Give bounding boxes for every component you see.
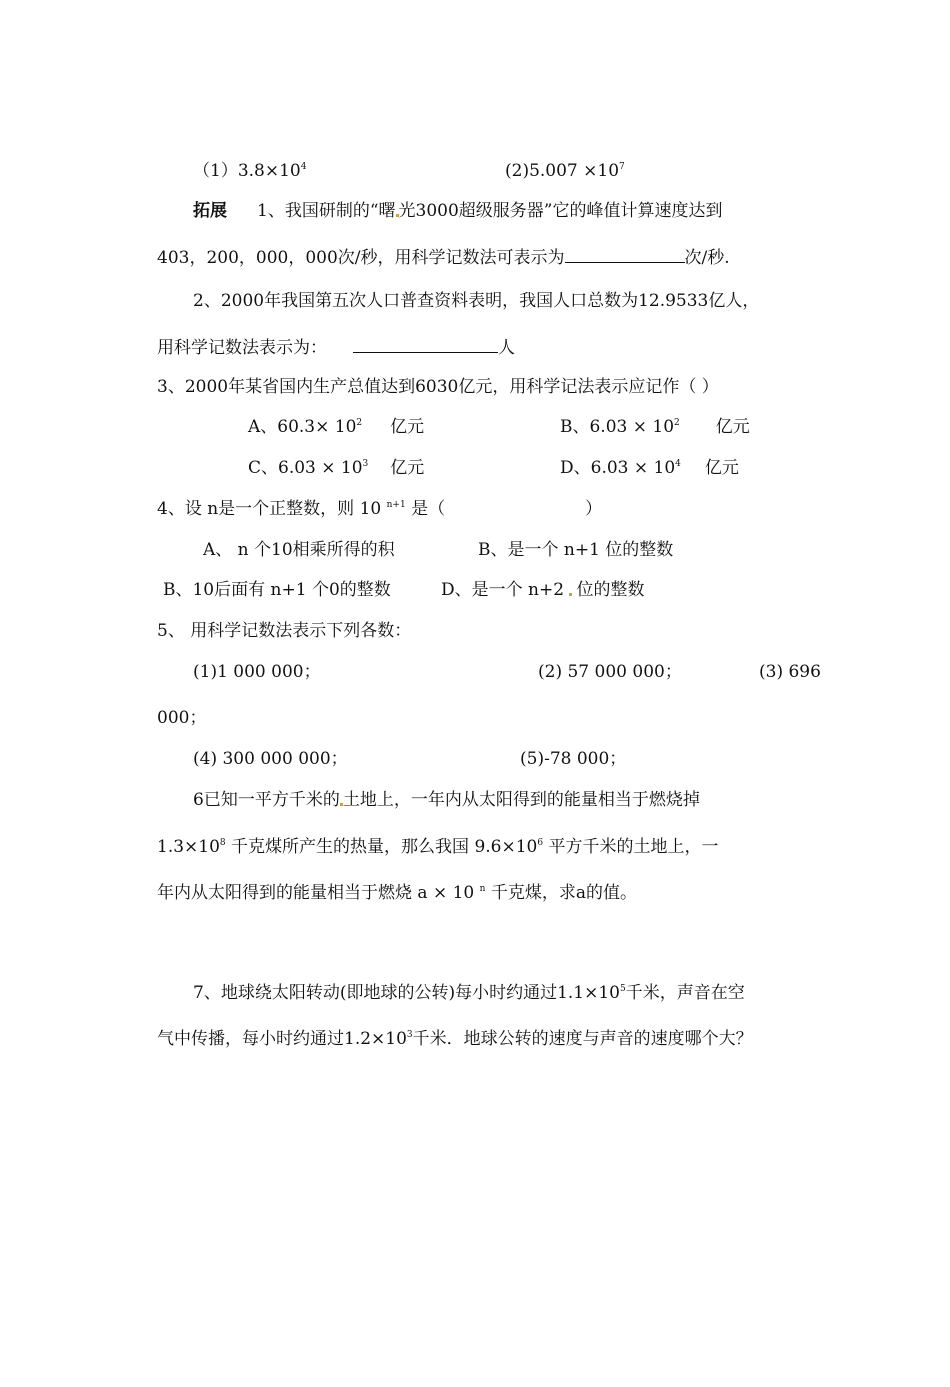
answer-2-exp: 7 [619, 162, 625, 172]
q5-item-5: (5)-78 000； [520, 749, 627, 769]
q4-stem-text-b: 是（ [405, 499, 446, 519]
ext-q1-unit: 次/秒. [684, 248, 730, 268]
q7-line1-text-b: 千米，声音在空 [625, 983, 745, 1003]
q6-line1 [193, 789, 700, 811]
q7-line2 [157, 1028, 753, 1050]
q3-option-a [248, 416, 424, 438]
q6-line1-text-b: 土地上，一年内从太阳得到的能量相当于燃烧掉 [342, 790, 700, 810]
q4-option-b: B、是一个 n+1 位的整数 [478, 540, 674, 560]
q6-line3-text-a: 年内从太阳得到的能量相当于燃烧 a × 10 [157, 883, 480, 903]
q4-stem-close: ） [585, 499, 603, 519]
q5-item-4: (4) 300 000 000； [193, 749, 348, 769]
ext-q1-text-b: 光3000超级服务器”它的峰值计算速度达到 [398, 201, 723, 221]
q3-option-d [560, 457, 739, 479]
q3-option-d-unit: 亿元 [704, 458, 739, 478]
answer-blank[interactable] [353, 336, 498, 353]
q3-option-c-exp: 3 [362, 459, 369, 469]
q3-option-d-exp: 4 [675, 459, 681, 469]
answer-1-text: （1）3.8×10 [193, 161, 301, 181]
q7-line1-exp: 5 [620, 984, 626, 994]
q3-option-a-text: A、60.3× 10 [248, 417, 357, 437]
q3-option-b-unit: 亿元 [715, 417, 750, 437]
q3-stem: 3、2000年某省国内生产总值达到6030亿元，用科学记法表示应记作（ ） [157, 377, 719, 397]
q6-line2 [157, 836, 719, 858]
q4-stem-text-a: 4、设 n是一个正整数，则 10 [157, 499, 387, 519]
q4-stem-exp: n+1 [386, 500, 406, 510]
answer-1-exp: 4 [300, 162, 307, 172]
answer-1 [193, 160, 306, 182]
q6-line2-text-c: 平方千米的土地上，一 [543, 837, 719, 857]
ext-q1-text-a: 1、我国研制的“曙 [257, 201, 396, 221]
q3-option-b-exp: 2 [674, 418, 680, 428]
q6-line2-text-a: 1.3×10 [157, 837, 220, 857]
ext-q2-line2 [157, 336, 515, 359]
q3-option-d-text: D、6.03 × 10 [560, 458, 676, 478]
q5-item-3: (3) 696 [759, 662, 821, 682]
q4-option-a: A、 n 个10相乘所得的积 [203, 540, 395, 560]
q5-item-1: (1)1 000 000； [193, 662, 321, 682]
q6-line2-exp2: 6 [537, 838, 544, 848]
q4-option-d-text-b: 位的整数 [576, 580, 645, 600]
answer-2-text: (2)5.007 ×10 [505, 161, 620, 181]
q5-item-3-cont: 000； [157, 708, 207, 728]
q6-line1-text-a: 6已知一平方千米的 [193, 790, 340, 810]
q5-item-2: (2) 57 000 000； [538, 662, 682, 682]
q6-line2-exp1: 8 [219, 838, 226, 848]
answer-blank[interactable] [565, 246, 685, 263]
ext-q2-unit: 人 [498, 338, 515, 358]
q4-option-c: B、10后面有 n+1 个0的整数 [163, 580, 391, 600]
q4-stem [157, 498, 602, 520]
q4-option-d [441, 579, 644, 601]
q3-option-a-exp: 2 [356, 418, 363, 428]
q3-option-b-text: B、6.03 × 10 [560, 417, 675, 437]
q3-option-c [248, 457, 424, 479]
q6-line2-text-b: 千克煤所产生的热量，那么我国 9.6×10 [225, 837, 538, 857]
q3-option-c-text: C、6.03 × 10 [248, 458, 363, 478]
ext-q2-line1: 2、2000年我国第五次人口普查资料表明，我国人口总数为12.9533亿人， [193, 291, 760, 311]
mark-dot [569, 593, 572, 596]
q6-line3 [157, 882, 637, 904]
q3-option-c-unit: 亿元 [390, 458, 425, 478]
ext-q1-line2-text: 403，200，000，000次/秒，用科学记数法可表示为 [157, 248, 565, 268]
q6-line3-exp: n [479, 884, 486, 894]
q7-line1 [193, 982, 745, 1004]
q3-option-a-unit: 亿元 [390, 417, 425, 437]
ext-q2-line2-text: 用科学记数法表示为： [157, 338, 327, 358]
section-label: 拓展 [193, 201, 227, 221]
q5-stem: 5、 用科学记数法表示下列各数： [157, 621, 412, 641]
ext-q1-line1 [193, 200, 722, 222]
q7-line1-text-a: 7、地球绕太阳转动(即地球的公转)每小时约通过1.1×10 [193, 983, 620, 1003]
q7-line2-text-a: 气中传播，每小时约通过1.2×10 [157, 1029, 407, 1049]
answer-2 [505, 160, 625, 182]
ext-q1-line2 [157, 246, 730, 269]
q6-line3-text-b: 千克煤，求a的值。 [485, 883, 637, 903]
q7-line2-exp: 3 [406, 1030, 413, 1040]
q7-line2-text-b: 千米．地球公转的速度与声音的速度哪个大？ [412, 1029, 753, 1049]
q4-option-d-text-a: D、是一个 n+2 [441, 580, 570, 600]
q3-option-b [560, 416, 750, 438]
